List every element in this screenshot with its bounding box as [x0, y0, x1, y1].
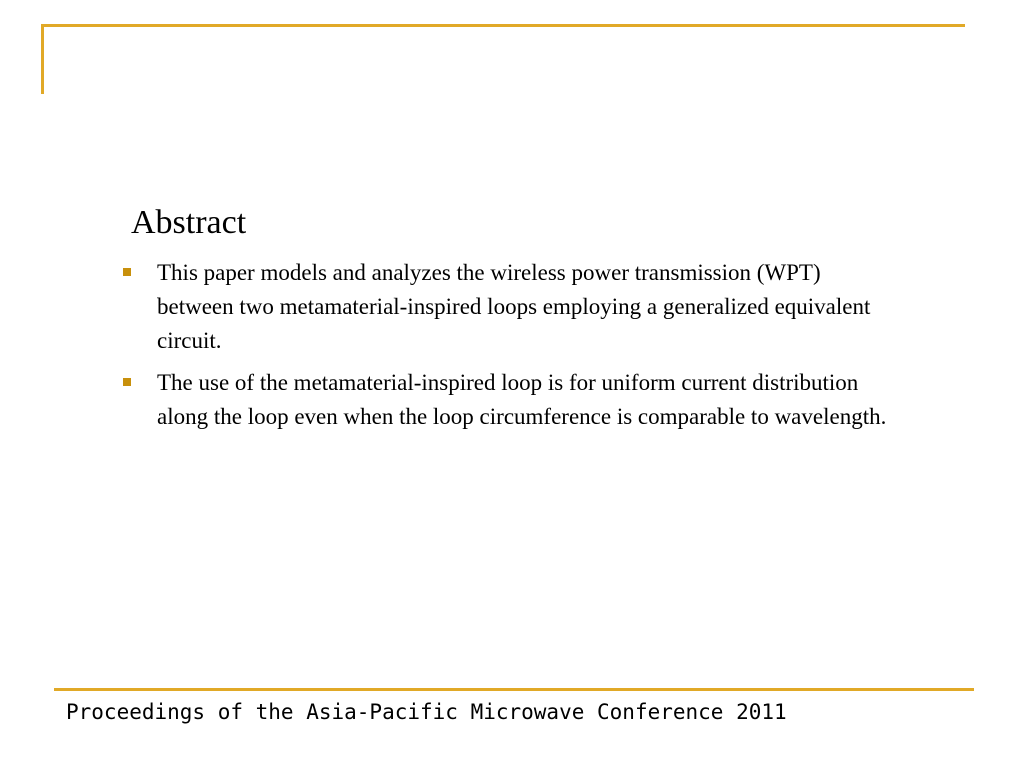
square-bullet-icon	[123, 378, 131, 386]
bullet-item	[120, 256, 900, 358]
square-bullet-icon	[123, 268, 131, 276]
bullet-item	[120, 366, 900, 434]
left-frame-line	[41, 24, 44, 94]
top-frame-line	[41, 24, 965, 27]
footer-text: Proceedings of the Asia-Pacific Microwave Conference 2011	[66, 700, 787, 724]
bullet-list	[120, 256, 900, 442]
section-heading: Abstract	[131, 204, 247, 241]
footer-rule	[54, 688, 974, 691]
bullet-text: This paper models and analyzes the wireless power transmission (WPT) between two metamaterial-inspired loops employing a generalized equivalent circuit.	[157, 260, 871, 353]
bullet-text: The use of the metamaterial-inspired loop is for uniform current distribution along the loop even when the loop circumference is comparable to wavelength.	[157, 370, 887, 429]
